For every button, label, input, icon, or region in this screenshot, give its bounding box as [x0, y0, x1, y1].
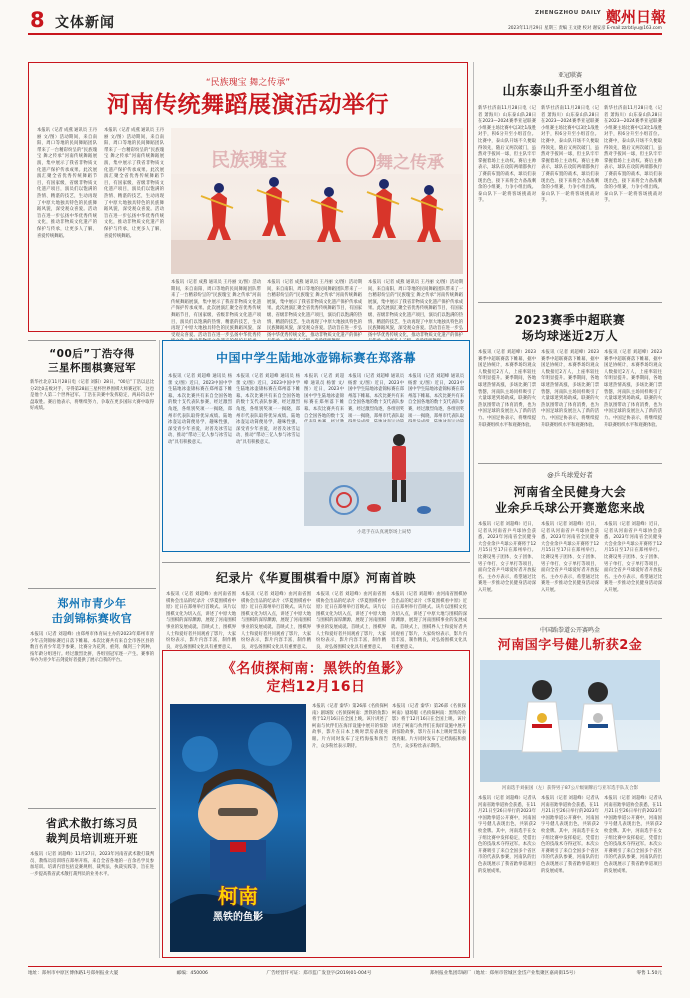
- documentary-headline: 纪录片《华夏围棋看中原》河南首映: [215, 571, 416, 585]
- taekwondo-headline: 河南国字号健儿斩获2金: [497, 638, 643, 653]
- column-rule: [159, 340, 160, 958]
- youth-headline-line1: 郑州市青少年: [57, 597, 127, 610]
- lead-headline: 河南传统舞蹈展演活动举行: [107, 92, 389, 118]
- csl-body-col1: 本报讯（记者 刘超峰）2023赛季中超联赛落下帷幕，据中国足协统计，本赛季场均观众人数接近2万人，上座率较往年明显提升。赛季期间，各地球迷热情高涨，多场比赛门票售罄，河南队主场同样吸引了大量球迷到场助威。联赛的火热氛围带动了体育消费，也为中国足球的发展注入了新的活力。中国足协表示，将继续提升联赛组织水平和观赛体验。: [478, 350, 536, 428]
- curling-body-col5: 本报讯（记者 刘超峰 通讯员 杨蕾 文/图）近日，2023中国中学生陆地冰壶锦标赛在郑州落下帷幕。本次比赛共有来自全国各地的数十支代表队参赛，经过激烈角逐，各组别奖项一一揭晓，郑州市代表队取: [408, 374, 464, 419]
- ding-headline-line1: “00后”丁浩夺得: [49, 348, 135, 360]
- detective-headline-line2: 定档12月16日: [266, 679, 366, 695]
- footer-address: 地址：郑州市中原区博体路1号郑州报业大厦: [28, 971, 119, 976]
- taishan-headline: 山东泰山升至小组首位: [502, 84, 638, 99]
- divider: [28, 340, 156, 341]
- taekwondo-caption: 河南选手刘振国（左）获得男子87公斤级铜牌后与亚军选手队友合影: [501, 786, 639, 791]
- taishan-kicker: 亚冠联赛: [557, 72, 582, 79]
- pingpong-headline-line2: 业余乒乓球公开赛邀您来战: [494, 501, 645, 515]
- csl-headline-line2: 场均球迷近2万人: [521, 329, 619, 343]
- footer: [28, 970, 662, 982]
- pingpong-body-col2: 本报讯（记者 刘超峰）近日，记者从河南省乒乓球协会获悉，2023年河南省全民健身大会业余乒乓球公开赛将于12月15日至17日在郑州举行。比赛设男子团体、女子团体、男子单打、女子单打等项目，面向全省乒乓球爱好者开放报名。主办方表示，希望通过比赛进一步推动全民健身活动深入开展。: [541, 522, 599, 593]
- lead-body-col4: 本报讯（记者 成燕 通讯员 王丹丽 文/图）活动期间，来自南阳、周口等地的民间舞蹈团队带来了一台精彩纷呈的“民族瑰宝 舞之传承”河南传统舞蹈展演，集中展示了我省非物质文化遗产保护传承成果。此次展演汇聚全省优秀传统舞蹈节目，有国家级、省级非物质文化遗产项目，演员们以饱满的热情、精湛的技艺，生动再现了中原大地独具特色的民族舞蹈风貌，深受观众喜爱。活动旨在进一步弘扬中华优秀传统文化，推动非物质文化遗产的保护: [267, 280, 362, 338]
- lead-photo: [171, 128, 463, 274]
- referee-headline-line2: 裁判员培训班开班: [46, 832, 138, 845]
- curling-body-col2: 本报讯（记者 刘超峰 通讯员 杨蕾 文/图）近日，2023中国中学生陆地冰壶锦标赛在郑州落下帷幕。本次比赛共有来自全国各地的数十支代表队参赛，经过激烈角逐，各组别奖项一一揭晓，郑州市代表队取得优异成绩。陆地冰壶运动简便易学、趣味性强，深受青少年喜爱，对普及冰雪运动、推动“带动三亿人参与冰雪运动”具有积极意义。: [236, 374, 300, 445]
- taekwondo-body-col2: 本报讯（记者 刘超峰）记者从河南省跆拳道协会获悉，在11月21日至26日举行的2023年中国跆拳道公开赛中，河南国字号健儿表现出色，共斩获2枚金牌。其中，河南选手在女子组比赛中发挥稳定，凭借出色的技战术夺得冠军。本次公开赛吸引了来自全国多个省区市的代表队参赛，河南队的出色表现展示了我省跆拳道项目的发展成果。: [541, 796, 599, 874]
- footer-price: 零售 1.50元: [636, 971, 662, 976]
- paper-logo: 鄭州日報: [606, 8, 667, 26]
- date-line: 2023年11月29日 星期三 责编 王文捷 校对 谢安彦 E-mail:zzrbtiyu@163.com: [508, 26, 662, 31]
- youth-headline-line2: 击剑锦标赛收官: [51, 612, 133, 625]
- paper-name-latin: ZHENGZHOU DAILY: [535, 10, 602, 16]
- curling-body-col3: 本报讯（记者 刘超峰 通讯员 杨蕾 文/图）近日，2023中国中学生陆地冰壶锦标赛在郑州落下帷幕。本次比赛共有来自全国各地的数十支: [304, 374, 344, 419]
- masthead-rule: [28, 33, 662, 35]
- curling-headline: 中国中学生陆地冰壶锦标赛在郑落幕: [215, 351, 416, 365]
- taekwondo-body-col1: 本报讯（记者 刘超峰）记者从河南省跆拳道协会获悉，在11月21日至26日举行的2023年中国跆拳道公开赛中，河南国字号健儿表现出色，共斩获2枚金牌。其中，河南选手在女子组比赛中发挥稳定，凭借出色的技战术夺得冠军。本次公开赛吸引了来自全国多个省区市的代表队参赛，河南队的出色表现展示了我省跆拳道项目的发展成果。: [478, 796, 536, 874]
- taekwondo-body-col3: 本报讯（记者 刘超峰）记者从河南省跆拳道协会获悉，在11月21日至26日举行的2023年中国跆拳道公开赛中，河南国字号健儿表现出色，共斩获2枚金牌。其中，河南选手在女子组比赛中发挥稳定，凭借出色的技战术夺得冠军。本次公开赛吸引了来自全国多个省区市的代表队参赛，河南队的出色表现展示了我省跆拳道项目的发展成果。: [604, 796, 662, 874]
- pingpong-body-col1: 本报讯（记者 刘超峰）近日，记者从河南省乒乓球协会获悉，2023年河南省全民健身大会业余乒乓球公开赛将于12月15日至17日在郑州举行。比赛设男子团体、女子团体、男子单打、女子单打等项目，面向全省乒乓球爱好者开放报名。主办方表示，希望通过比赛进一步推动全民健身活动深入开展。: [478, 522, 536, 593]
- poster-subtitle: 黑铁的鱼影: [213, 912, 263, 923]
- csl-body-col2: 本报讯（记者 刘超峰）2023赛季中超联赛落下帷幕，据中国足协统计，本赛季场均观众人数接近2万人，上座率较往年明显提升。赛季期间，各地球迷热情高涨，多场比赛门票售罄，河南队主场同样吸引了大量球迷到场助威。联赛的火热氛围带动了体育消费，也为中国足球的发展注入了新的活力。中国足协表示，将继续提升联赛组织水平和观赛体验。: [541, 350, 599, 428]
- masthead: [0, 0, 690, 44]
- documentary-body-col1: 本报讯（记者 刘超峰）由河南省围棋协会出品的纪录片《华夏围棋看中原》近日在郑州举行首映式。该片以围棋文化为切入点，讲述了中原大地与围棋的深厚渊源，展现了河南围棋事业的发展成就。首映式上，围棋界人士和爱好者共同观看了影片，大家纷纷表示，影片内容丰富、制作精良，对弘扬围棋文化具有重要意义。: [166, 592, 236, 650]
- divider: [478, 463, 662, 464]
- csl-headline-line1: 2023赛季中超联赛: [514, 313, 626, 327]
- documentary-body-col4: 本报讯（记者 刘超峰）由河南省围棋协会出品的纪录片《华夏围棋看中原》近日在郑州举行首映式。该片以围棋文化为切入点，讲述了中原大地与围棋的深厚渊源，展现了河南围棋事业的发展成就。首映式上，围棋界人士和爱好者共同观看了影片，大家纷纷表示，影片内容丰富、制作精良，对弘扬围棋文化具有重要意义。: [391, 592, 467, 650]
- taekwondo-kicker: 中国跆拳道公开赛鸣金: [539, 627, 600, 634]
- documentary-body-col3: 本报讯（记者 刘超峰）由河南省围棋协会出品的纪录片《华夏围棋看中原》近日在郑州举行首映式。该片以围棋文化为切入点，讲述了中原大地与围棋的深厚渊源，展现了河南围棋事业的发展成就。首映式上，围棋界人士和爱好者共同观看了影片，大家纷纷表示，影片内容丰富、制作精良，对弘扬围棋文化具有重要意义。: [316, 592, 386, 650]
- curling-body-col1: 本报讯（记者 刘超峰 通讯员 杨蕾 文/图）近日，2023中国中学生陆地冰壶锦标赛在郑州落下帷幕。本次比赛共有来自全国各地的数十支代表队参赛，经过激烈角逐，各组别奖项一一揭晓，郑州市代表队取得优异成绩。陆地冰壶运动简便易学、趣味性强，深受青少年喜爱，对普及冰雪运动、推动“带动三亿人参与冰雪运动”具有积极意义。: [168, 374, 232, 445]
- column-rule: [473, 62, 474, 958]
- footer-license: 广告经营许可证：郑市监广发登字(2019)01-004号: [266, 971, 372, 976]
- page-number: 8: [30, 8, 45, 32]
- documentary-body-col2: 本报讯（记者 刘超峰）由河南省围棋协会出品的纪录片《华夏围棋看中原》近日在郑州举行首映式。该片以围棋文化为切入点，讲述了中原大地与围棋的深厚渊源，展现了河南围棋事业的发展成就。首映式上，围棋界人士和爱好者共同观看了影片，大家纷纷表示，影片内容丰富、制作精良，对弘扬围棋文化具有重要意义。: [241, 592, 311, 650]
- taishan-body-col2: 新华社济南11月28日电（记者 萧海川）山东泰山队28日在2023—2024赛季亚冠联赛小组赛主场比赛中以3比1战胜对手，积6分升至小组首位。比赛中，泰山队开场不久便取得领先，随后又两次破门，虽然对手扳回一球，但主队牢牢掌握着场上主动权。赛后主帅表示，球队在攻防两端都执行了赛前布置的战术，球员们表现出色，接下来将全力备战剩余的小组赛，力争小组出线。泰山队下一轮将客场挑战对手。: [541, 106, 599, 204]
- pingpong-headline-line1: 河南省全民健身大会: [513, 485, 627, 499]
- ding-body: 新华社北京11月28日电（记者 刘阳）28日，“00后”丁浩以总比分2比0击败对手，夺得第28届三星杯世界围棋大师赛冠军，这也是他个人第二个世界冠军。丁浩在决赛中发挥稳定，两局均以中盘取胜。赛后他表示，将继续努力，争取在更多国际大赛中取得好成绩。: [30, 380, 154, 412]
- ding-headline-line2: 三星杯围棋赛冠军: [48, 362, 136, 374]
- svg-text:舞之传承: 舞之传承: [376, 153, 444, 173]
- section-title: 文体新闻: [55, 15, 115, 31]
- taishan-body-col1: 新华社济南11月28日电（记者 萧海川）山东泰山队28日在2023—2024赛季亚冠联赛小组赛主场比赛中以3比1战胜对手，积6分升至小组首位。比赛中，泰山队开场不久便取得领先，随后又两次破门，虽然对手扳回一球，但主队牢牢掌握着场上主动权。赛后主帅表示，球队在攻防两端都执行了赛前布置的战术，球员们表现出色，接下来将全力备战剩余的小组赛，力争小组出线。泰山队下一轮将客场挑战对手。: [478, 106, 536, 204]
- divider: [478, 618, 662, 619]
- poster-title: 柯南: [218, 884, 258, 908]
- footer-rule: [28, 966, 662, 967]
- referee-body: 本报讯（记者 刘超峰）11月27日，2023年河南省武术散打裁判员、教练员培训班在郑州开班。来自全省各地的一百余名学员参加培训。培训内容包括竞赛规则、裁判法、执裁实践等，旨在进一步提高我省武术散打裁判员的业务水平。: [30, 852, 154, 877]
- detective-poster: [170, 704, 306, 952]
- taishan-body-col3: 新华社济南11月28日电（记者 萧海川）山东泰山队28日在2023—2024赛季亚冠联赛小组赛主场比赛中以3比1战胜对手，积6分升至小组首位。比赛中，泰山队开场不久便取得领先，随后又两次破门，虽然对手扳回一球，但主队牢牢掌握着场上主动权。赛后主帅表示，球队在攻防两端都执行了赛前布置的战术，球员们表现出色，接下来将全力备战剩余的小组赛，力争小组出线。泰山队下一轮将客场挑战对手。: [604, 106, 662, 204]
- footer-postcode: 邮编：450006: [176, 971, 208, 976]
- taekwondo-photo: [480, 660, 660, 782]
- pingpong-kicker: @乒乓球爱好者: [547, 471, 593, 479]
- lead-body-col1: 本报讯（记者 成燕 通讯员 王丹丽 文/图）活动期间，来自南阳、周口等地的民间舞蹈团队带来了一台精彩纷呈的“民族瑰宝 舞之传承”河南传统舞蹈展演，集中展示了我省非物质文化遗产保护传承成果。此次展演汇聚全省优秀传统舞蹈节目，有国家级、省级非物质文化遗产项目，演员们以饱满的热情、精湛的技艺，生动再现了中原大地独具特色的民族舞蹈风貌，深受观众喜爱。活动旨在进一步弘扬中华优秀传统文化，推动非物质文化遗产的保护与传承，让更多人了解、喜爱传统舞蹈。: [37, 128, 97, 239]
- youth-body: 本报讯（记者 刘超峰）由郑州市体育局主办的2023年郑州市青少年击剑锦标赛近日落下帷幕。本次比赛共有来自全市各区县的数百名青少年选手参赛，比赛分为花剑、重剑、佩剑三个剑种，按年龄分组进行。经过激烈比拼，各组别冠军逐一产生。赛事的举办为青少年击剑爱好者提供了展示自我的平台。: [30, 632, 154, 664]
- lead-body-col3: 本报讯（记者 成燕 通讯员 王丹丽 文/图）活动期间，来自南阳、周口等地的民间舞蹈团队带来了一台精彩纷呈的“民族瑰宝 舞之传承”河南传统舞蹈展演，集中展示了我省非物质文化遗产保护传承成果。此次展演汇聚全省优秀传统舞蹈节目，有国家级、省级非物质文化遗产项目，演员们以饱满的热情、精湛的技艺，生动再现了中原大地独具特色的民族舞蹈风貌，深受观众喜爱。活动旨在进一步弘扬中华优秀传: [171, 280, 261, 338]
- detective-body-col1: 本报讯（记者 秦华）第26部《名侦探柯南》剧场版《名侦探柯南：黑铁的鱼影》将于12月16日在全国上映。该片讲述了柯南与伙伴们在海洋设施中展开的惊险故事，影片在日本上映时票房表现亮眼。片方同时发布了定档海报和预告片，众多粉丝表示期待。: [312, 704, 388, 749]
- curling-photo: [304, 422, 464, 526]
- lead-kicker: “民族瑰宝 舞之传承”: [205, 78, 291, 88]
- divider: [28, 588, 156, 589]
- pingpong-body-col3: 本报讯（记者 刘超峰）近日，记者从河南省乒乓球协会获悉，2023年河南省全民健身大会业余乒乓球公开赛将于12月15日至17日在郑州举行。比赛设男子团体、女子团体、男子单打、女子单打等项目，面向全省乒乓球爱好者开放报名。主办方表示，希望通过比赛进一步推动全民健身活动深入开展。: [604, 522, 662, 593]
- curling-body-col4: 本报讯（记者 刘超峰 通讯员 杨蕾 文/图）近日，2023中国中学生陆地冰壶锦标赛在郑州落下帷幕。本次比赛共有来自全国各地的数十支代表队参赛，经过激烈角逐，各组别奖项一一揭晓，郑州市代表队取: [348, 374, 404, 419]
- referee-headline-line1: 省武术散打练习员: [46, 817, 138, 830]
- csl-body-col3: 本报讯（记者 刘超峰）2023赛季中超联赛落下帷幕，据中国足协统计，本赛季场均观众人数接近2万人，上座率较往年明显提升。赛季期间，各地球迷热情高涨，多场比赛门票售罄，河南队主场同样吸引了大量球迷到场助威。联赛的火热氛围带动了体育消费，也为中国足球的发展注入了新的活力。中国足协表示，将继续提升联赛组织水平和观赛体验。: [604, 350, 662, 428]
- divider: [478, 302, 662, 303]
- divider: [28, 808, 156, 809]
- lead-body-col5: 本报讯（记者 成燕 通讯员 王丹丽 文/图）活动期间，来自南阳、周口等地的民间舞蹈团队带来了一台精彩纷呈的“民族瑰宝 舞之传承”河南传统舞蹈展演，集中展示了我省非物质文化遗产保护传承成果。此次展演汇聚全省优秀传统舞蹈节目，有国家级、省级非物质文化遗产项目，演员们以饱满的热情、精湛的技艺，生动再现了中原大地独具特色的民族舞蹈风貌，深受观众喜爱。活动旨在进一步弘扬中华优秀传统文化，推动非物质文化遗产的保护: [368, 280, 463, 338]
- svg-text:民族瑰宝: 民族瑰宝: [211, 149, 288, 171]
- curling-illustration: [304, 422, 464, 526]
- divider: [162, 562, 470, 563]
- lead-dancers-illustration: [171, 128, 463, 274]
- curling-caption: 小选手在认真观察场上局势: [357, 530, 411, 535]
- lead-body-col2: 本报讯（记者 成燕 通讯员 王丹丽 文/图）活动期间，来自南阳、周口等地的民间舞蹈团队带来了一台精彩纷呈的“民族瑰宝 舞之传承”河南传统舞蹈展演，集中展示了我省非物质文化遗产保护传承成果。此次展演汇聚全省优秀传统舞蹈节目，有国家级、省级非物质文化遗产项目，演员们以饱满的热情、精湛的技艺，生动再现了中原大地独具特色的民族舞蹈风貌，深受观众喜爱。活动旨在进一步弘扬中华优秀传统文化，推动非物质文化遗产的保护与传承，让更多人了解、喜爱传统舞蹈。: [104, 128, 164, 239]
- taekwondo-illustration: [480, 660, 660, 782]
- detective-body-col2: 本报讯（记者 秦华）第26部《名侦探柯南》剧场版《名侦探柯南：黑铁的鱼影》将于12月16日在全国上映。该片讲述了柯南与伙伴们在海洋设施中展开的惊险故事，影片在日本上映时票房表现亮眼。片方同时发布了定档海报和预告片，众多粉丝表示期待。: [392, 704, 466, 749]
- footer-printer: 郑州报业集团印刷厂（地址：郑州市管城区金岱产业集聚区嘉尚街15号）: [429, 971, 579, 976]
- detective-headline-line1: 《名侦探柯南：黑铁的鱼影》: [221, 661, 411, 677]
